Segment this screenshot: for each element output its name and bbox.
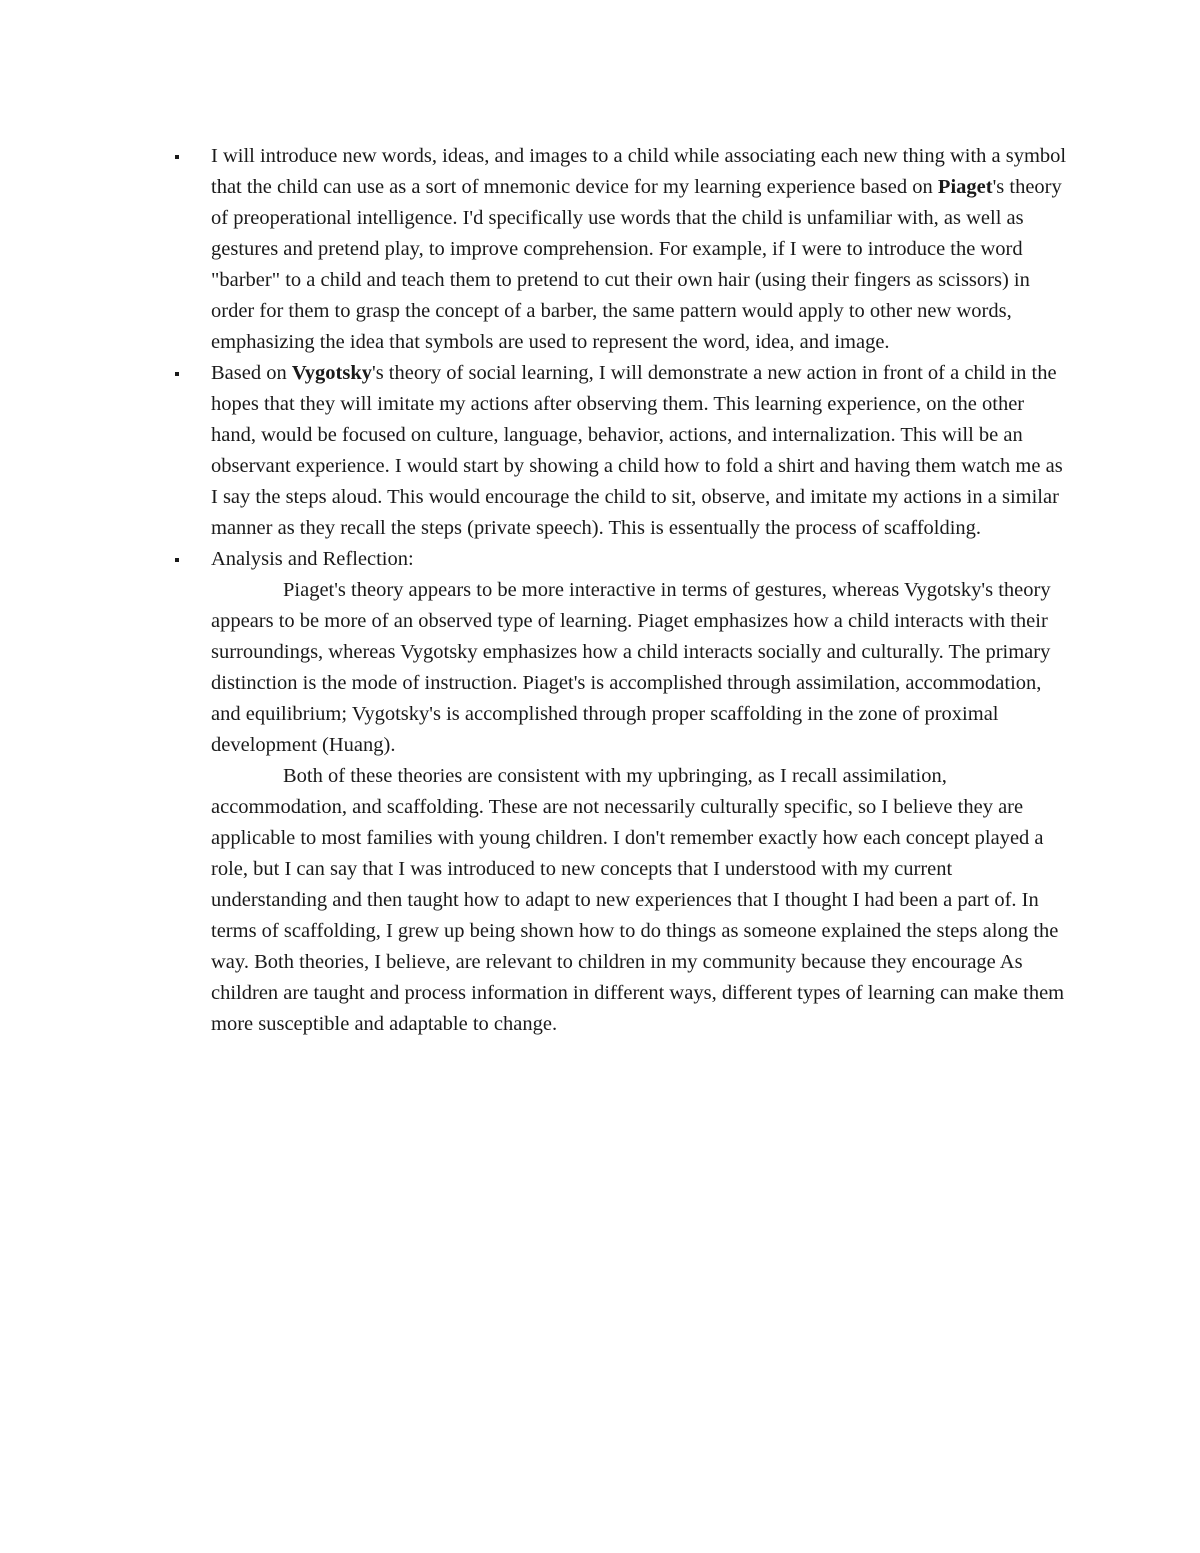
- text-segment: 's theory of preoperational intelligence. I'd specifically use words that the child is unfamiliar with, as well as gestures and pretend play, to improve comprehension. For example, if I were to introduce the word "barber" to a child and teach them to pretend to cut their own hair (using their fingers as scissors) in order for them to grasp the concept of a barber, the same pattern would apply to other new words, emphasizing the idea that symbols are used to represent the word, idea, and image.: [211, 176, 1062, 353]
- text-segment: Based on: [211, 362, 292, 384]
- bullet-icon: [175, 155, 179, 159]
- bullet-icon: [175, 372, 179, 376]
- list-item-analysis: [211, 544, 1071, 1040]
- list-item-vygotsky: [211, 358, 1071, 544]
- list-item-piaget: [211, 141, 1071, 358]
- analysis-paragraph-1: Piaget's theory appears to be more interactive in terms of gestures, whereas Vygotsky's theory appears to be more of an observed type of learning. Piaget emphasizes how a child interacts with their surroundings, whereas Vygotsky emphasizes how a child interacts socially and culturally. The primary distinction is the mode of instruction. Piaget's is accomplished through assimilation, accommodation, and equilibrium; Vygotsky's is accomplished through proper scaffolding in the zone of proximal development (Huang).: [211, 579, 1051, 756]
- analysis-heading: Analysis and Reflection:: [211, 548, 414, 570]
- piaget-paragraph: [211, 141, 1071, 358]
- text-segment: I will introduce new words, ideas, and images to a child while associating each new thing with a symbol that the child can use as a sort of mnemonic device for my learning experience based on: [211, 145, 1067, 198]
- document-body: [211, 141, 1071, 1040]
- piaget-term: Piaget: [937, 176, 993, 198]
- vygotsky-paragraph: [211, 358, 1071, 544]
- bullet-icon: [175, 558, 179, 562]
- analysis-paragraph-2: Both of these theories are consistent with my upbringing, as I recall assimilation, accommodation, and scaffolding. These are not necessarily culturally specific, so I believe they are applicable to most families with young children. I don't remember exactly how each concept played a role, but I can say that I was introduced to new concepts that I understood with my current understanding and then taught how to adapt to new experiences that I thought I had been a part of. In terms of scaffolding, I grew up being shown how to do things as someone explained the steps along the way. Both theories, I believe, are relevant to children in my community because they encourage As children are taught and process information in different ways, different types of learning can make them more susceptible and adaptable to change.: [211, 765, 1065, 1035]
- vygotsky-term: Vygotsky: [291, 362, 372, 384]
- text-segment: 's theory of social learning, I will demonstrate a new action in front of a child in the hopes that they will imitate my actions after observing them. This learning experience, on the other hand, would be focused on culture, language, behavior, actions, and internalization. This will be an observant experience. I would start by showing a child how to fold a shirt and having them watch me as I say the steps aloud. This would encourage the child to sit, observe, and imitate my actions in a similar manner as they recall the steps (private speech). This is essentually the process of scaffolding.: [211, 362, 1063, 539]
